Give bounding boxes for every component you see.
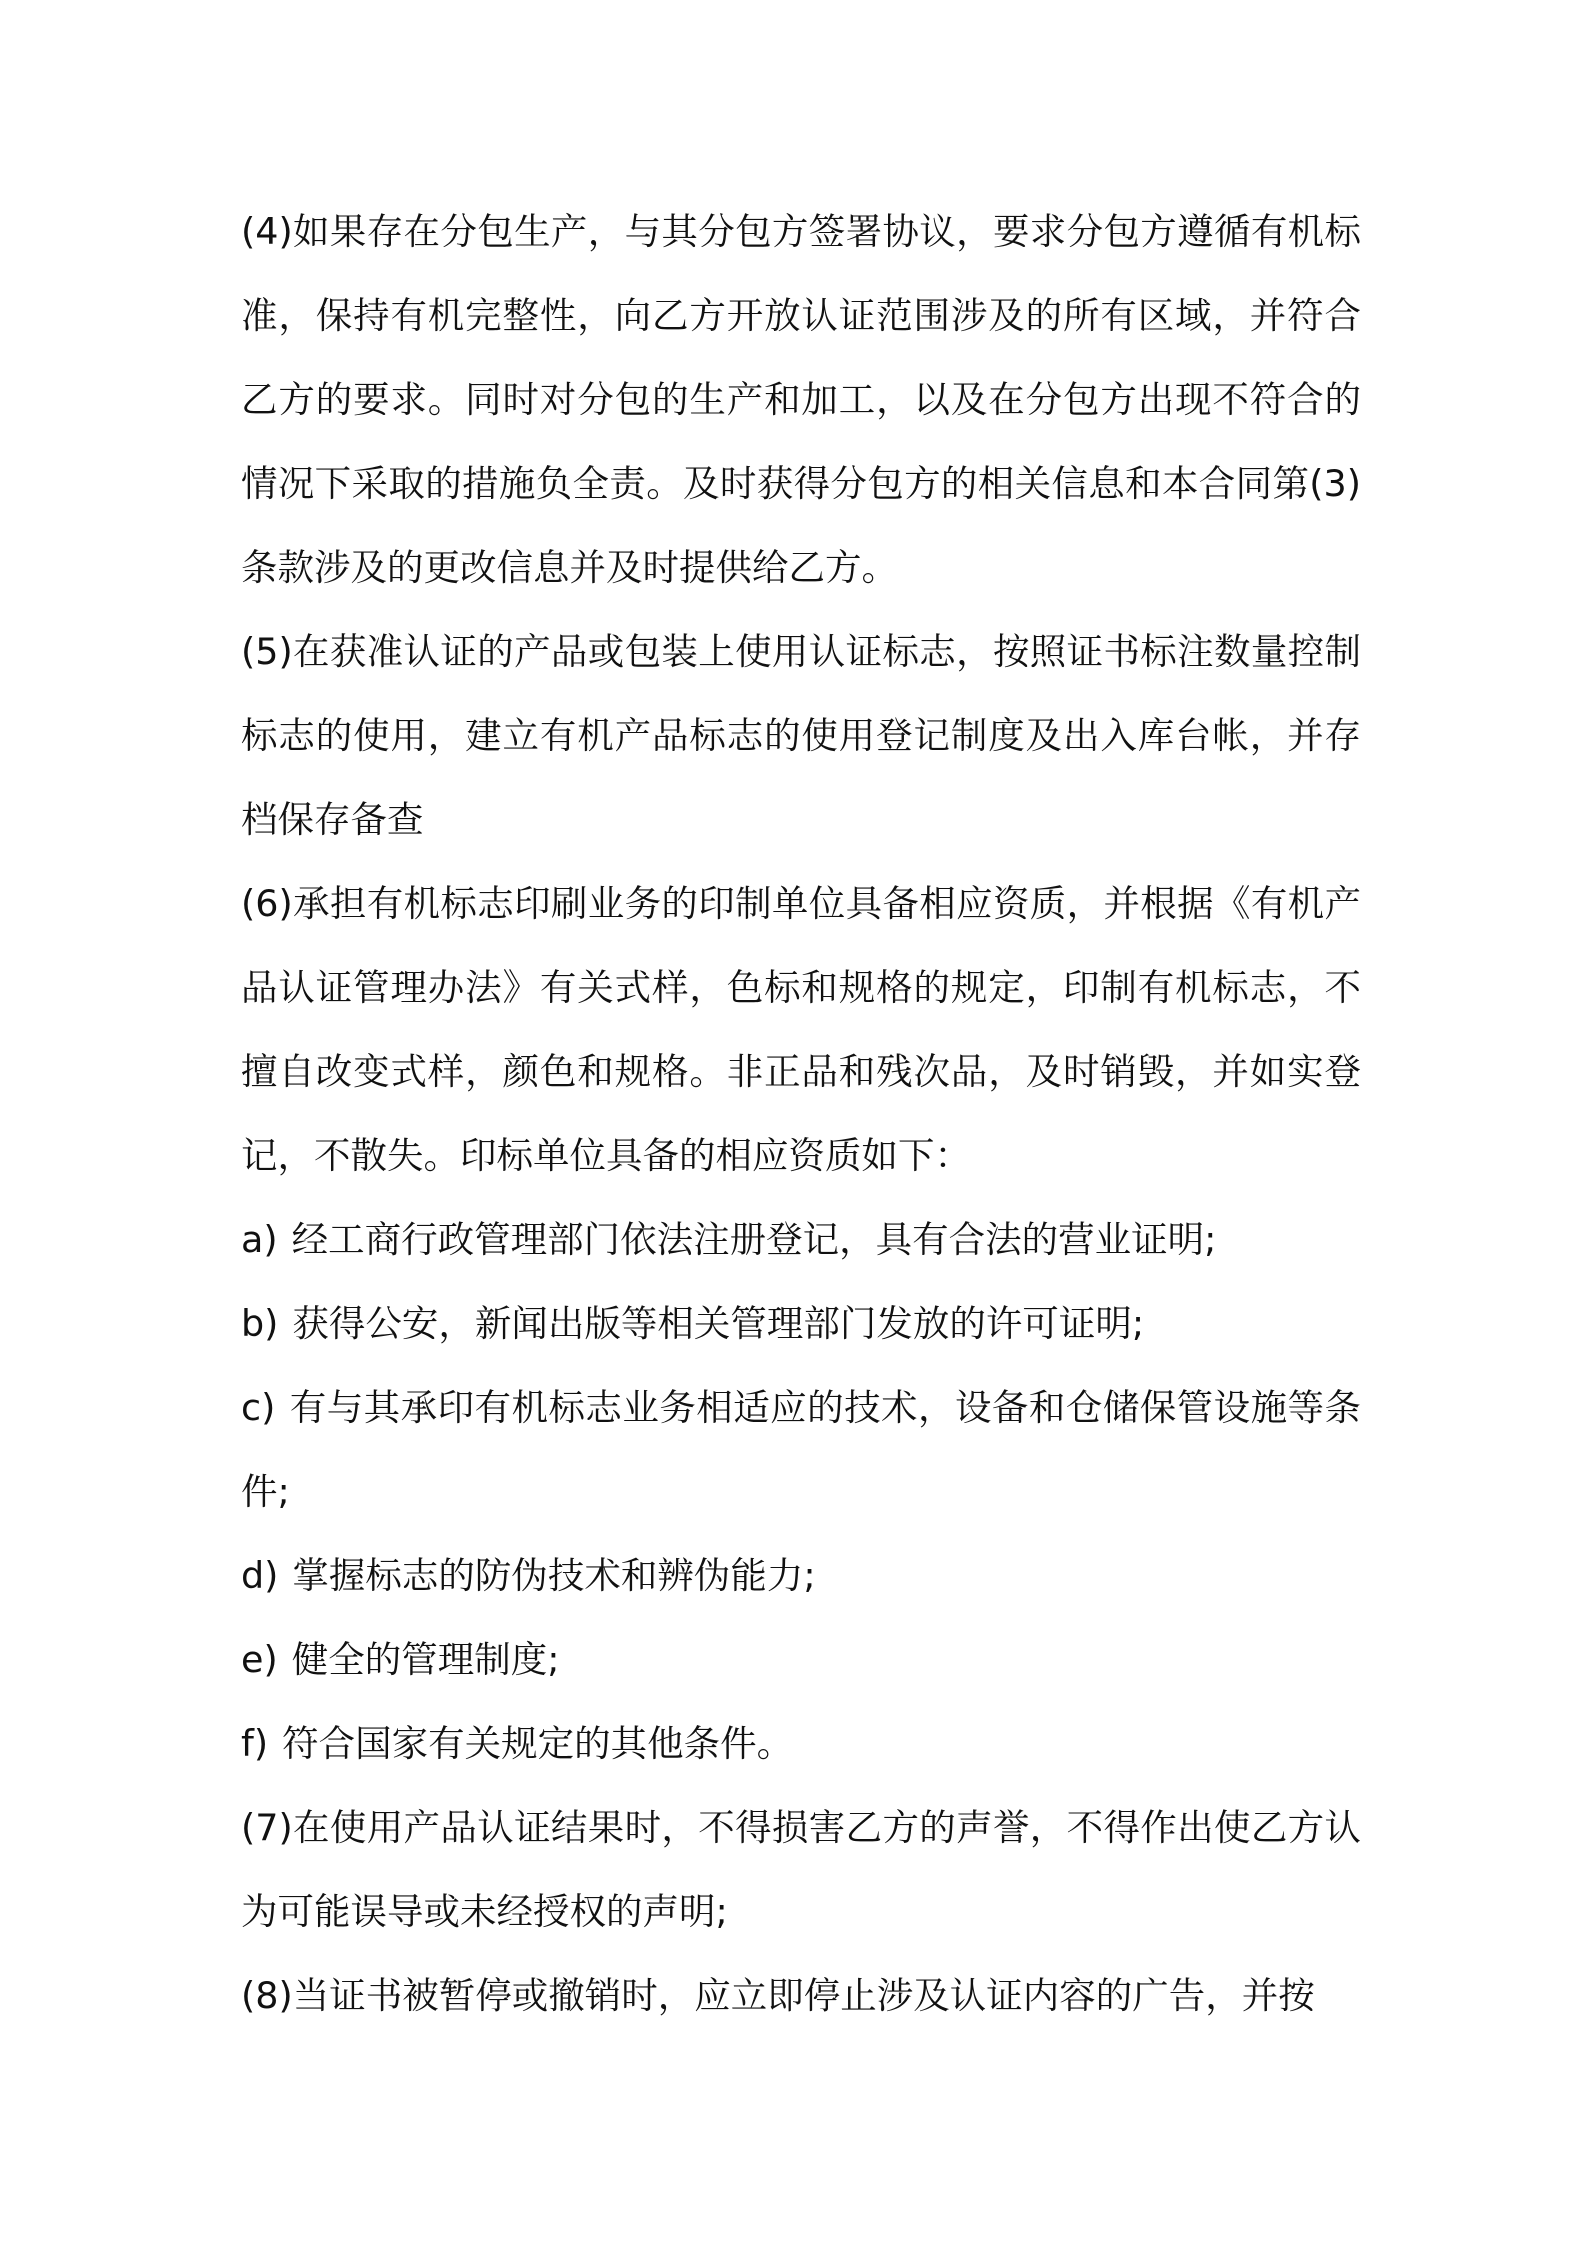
list-item-text: 健全的管理制度; xyxy=(291,1638,560,1681)
list-marker: c) xyxy=(241,1386,276,1429)
paragraph-8: (8)当证书被暂停或撤销时，应立即停止涉及认证内容的广告，并按 xyxy=(241,1974,1315,2017)
list-marker: e) xyxy=(241,1638,278,1681)
list-item-a xyxy=(241,1198,1361,1282)
list-item-e xyxy=(241,1618,1361,1702)
document-body xyxy=(241,190,1361,2038)
list-item-f xyxy=(241,1702,1361,1786)
list-item-text: 经工商行政管理部门依法注册登记，具有合法的营业证明; xyxy=(291,1218,1217,1261)
list-item-text: 有与其承印有机标志业务相适应的技术，设备和仓储保管设施等条件; xyxy=(241,1386,1361,1513)
list-item-d xyxy=(241,1534,1361,1618)
list-marker: d) xyxy=(241,1554,279,1597)
list-item-text: 获得公安，新闻出版等相关管理部门发放的许可证明; xyxy=(292,1302,1145,1345)
list-item-c xyxy=(241,1366,1361,1534)
paragraph-5: (5)在获准认证的产品或包装上使用认证标志，按照证书标注数量控制标志的使用，建立有机产品标志的使用登记制度及出入库台帐，并存档保存备查 xyxy=(241,630,1361,841)
paragraph-4: (4)如果存在分包生产，与其分包方签署协议，要求分包方遵循有机标准，保持有机完整性，向乙方开放认证范围涉及的所有区域，并符合乙方的要求。同时对分包的生产和加工，以及在分包方出现不符合的情况下采取的措施负全责。及时获得分包方的相关信息和本合同第(3)条款涉及的更改信息并及时提供给乙方。 xyxy=(241,210,1361,589)
list-item-text: 掌握标志的防伪技术和辨伪能力; xyxy=(292,1554,816,1597)
list-marker: a) xyxy=(241,1218,278,1261)
list-marker: f) xyxy=(241,1722,269,1765)
list-item-text: 符合国家有关规定的其他条件。 xyxy=(282,1722,794,1765)
paragraph-7: (7)在使用产品认证结果时，不得损害乙方的声誉，不得作出使乙方认为可能误导或未经授权的声明; xyxy=(241,1806,1361,1933)
list-marker: b) xyxy=(241,1302,279,1345)
list-item-b xyxy=(241,1282,1361,1366)
paragraph-6: (6)承担有机标志印刷业务的印制单位具备相应资质，并根据《有机产品认证管理办法》有关式样，色标和规格的规定，印制有机标志，不擅自改变式样，颜色和规格。非正品和残次品，及时销毁，并如实登记，不散失。印标单位具备的相应资质如下： xyxy=(241,882,1361,1177)
